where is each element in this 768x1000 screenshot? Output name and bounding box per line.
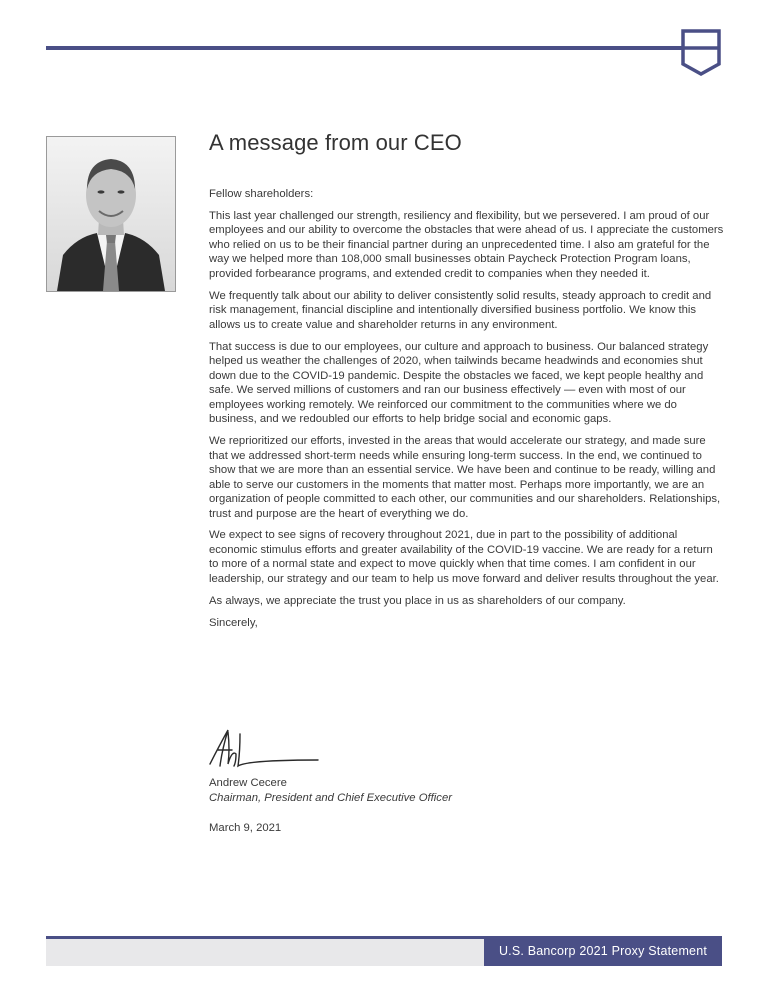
signer-name: Andrew Cecere [209, 777, 287, 789]
paragraph: This last year challenged our strength, resiliency and flexibility, but we persevered. I am proud of our employees and our ability to overcome the obstacles that were ahead of us. I appreciate the customers who relied on us to be their financial partner during an unprecedented time. I also am grateful for the way we helped more than 108,000 small businesses obtain Paycheck Protection Program loans, provided forbearance programs, and extended credit to companies when they needed it. [209, 209, 724, 280]
shield-icon [680, 28, 722, 76]
footer-label: U.S. Bancorp 2021 Proxy Statement [484, 936, 722, 966]
paragraph: As always, we appreciate the trust you place in us as shareholders of our company. [209, 594, 626, 607]
paragraph: We frequently talk about our ability to deliver consistently solid results, steady approach to credit and risk management, financial discipline and intentionally diversified business portfolio. We know this allows us to create value and shareholder returns in any environment. [209, 289, 712, 331]
letter-body [209, 187, 725, 638]
paragraph: We expect to see signs of recovery throughout 2021, due in part to the possibility of additional economic stimulus efforts and greater availability of the COVID-19 vaccine. We are ready for a return to more of a normal state and expect to move quickly when that time comes. I am confident in our leadership, our strategy and our team to help us move forward and deliver results throughout the year. [209, 529, 719, 585]
page-title: A message from our CEO [209, 130, 462, 155]
signature-image [206, 720, 322, 772]
closing: Sincerely, [209, 616, 258, 629]
letter-date: March 9, 2021 [209, 822, 282, 834]
header-rule [46, 46, 682, 50]
greeting: Fellow shareholders: [209, 188, 314, 200]
paragraph: That success is due to our employees, our culture and approach to business. Our balanced strategy helped us weather the challenges of 2020, when tailwinds became headwinds and economies shut down due to the COVID-19 pandemic. Despite the obstacles we faced, we kept people healthy and safe. We served millions of customers and ran our business effectively — even with most of our employees working remotely. We reinforced our commitment to the communities where we do business, and we redoubled our efforts to help bridge social and economic gaps. [209, 340, 709, 426]
signer-title: Chairman, President and Chief Executive Officer [209, 792, 452, 804]
paragraph: We reprioritized our efforts, invested in the areas that would accelerate our strategy, and made sure that we addressed short-term needs while ensuring long-term success. In the end, we continued to show that we are more than an essential service. We have been and continue to be ready, willing and able to serve our customers in the moments that matter most. Perhaps more importantly, we are an organization of people committed to each other, our communities and our shareholders. Relationships, trust and purpose are the heart of everything we do. [209, 435, 721, 520]
ceo-portrait-photo [46, 136, 176, 292]
